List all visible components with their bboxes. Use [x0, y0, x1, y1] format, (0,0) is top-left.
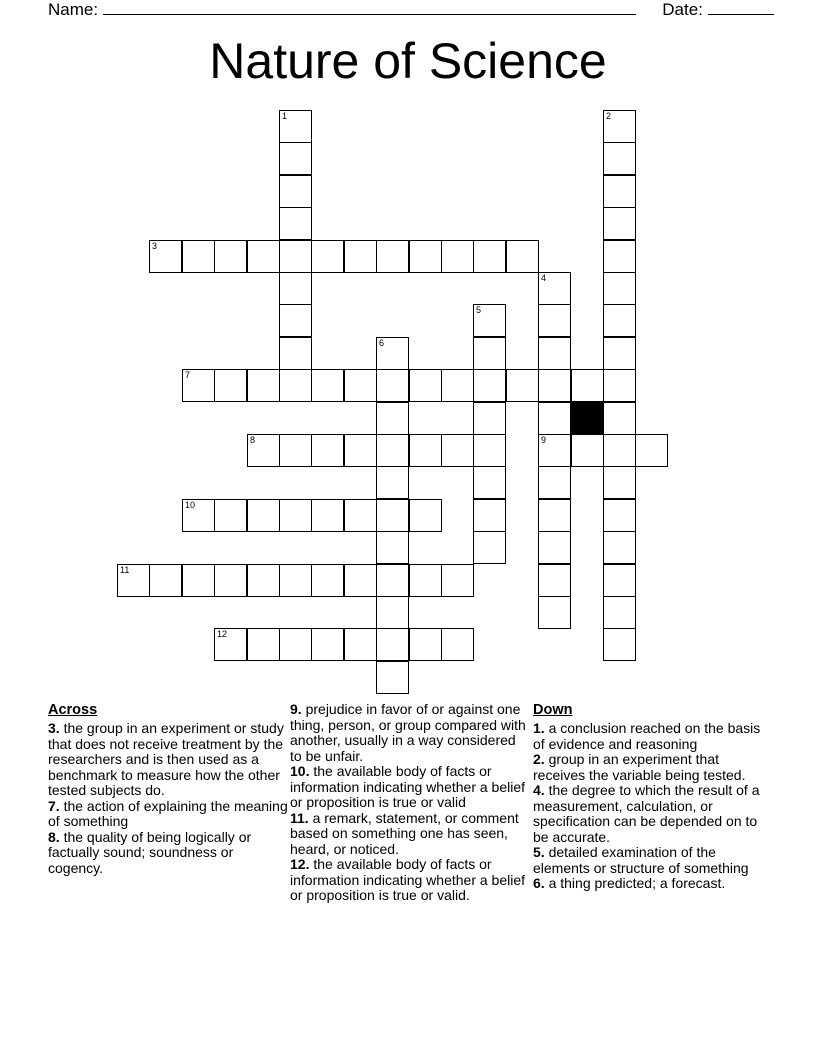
grid-cell[interactable] [409, 240, 442, 273]
grid-cell[interactable] [473, 337, 506, 370]
across-clue: 8. the quality of being logically or factually sound; soundness or cogency. [48, 828, 252, 876]
grid-cell[interactable] [441, 628, 474, 661]
grid-cell[interactable] [247, 564, 280, 597]
grid-cell[interactable] [409, 499, 442, 532]
grid-cell[interactable] [603, 596, 636, 629]
grid-cell[interactable] [182, 564, 215, 597]
grid-cell[interactable] [473, 499, 506, 532]
grid-cell[interactable] [344, 369, 377, 402]
grid-cell[interactable] [603, 304, 636, 337]
grid-cell[interactable] [473, 240, 506, 273]
across-clue: 11. a remark, statement, or comment based on something one has seen, heard, or noticed. [290, 809, 519, 857]
grid-cell[interactable] [603, 369, 636, 402]
grid-cell[interactable] [538, 499, 571, 532]
across-clues-col2 [290, 702, 526, 904]
across-heading: Across [48, 702, 98, 718]
down-clue: 2. group in an experiment that receives the variable being tested. [533, 751, 746, 783]
grid-cell[interactable] [441, 434, 474, 467]
grid-cell[interactable] [214, 240, 247, 273]
grid-cell[interactable] [247, 628, 280, 661]
clue-number: 1 [282, 111, 288, 121]
across-clue: 12. the available body of facts or information indicating whether a belief or proposition is true or valid. [290, 856, 526, 903]
grid-cell[interactable] [376, 596, 409, 629]
grid-cell[interactable] [603, 499, 636, 532]
grid-cell[interactable] [571, 434, 604, 467]
grid-cell[interactable] [473, 531, 506, 564]
across-clue: 7. the action of explaining the meaning of something [48, 797, 288, 829]
clue-number: 8 [250, 435, 256, 445]
grid-cell[interactable] [473, 369, 506, 402]
grid-cell[interactable] [603, 142, 636, 175]
grid-cell[interactable] [376, 466, 409, 499]
grid-cell[interactable] [538, 369, 571, 402]
grid-cell[interactable] [149, 564, 182, 597]
grid-cell[interactable] [279, 337, 312, 370]
grid-cell[interactable] [603, 531, 636, 564]
grid-cell[interactable] [603, 402, 636, 435]
grid-cell[interactable] [376, 661, 409, 694]
grid-cell[interactable] [376, 628, 409, 661]
across-clue: 3. the group in an experiment or study that does not receive treatment by the researchers and is then used as a benchmark to measure how the other tested subjects do. [48, 720, 284, 798]
black-square [571, 402, 604, 435]
grid-cell[interactable] [279, 240, 312, 273]
grid-cell[interactable] [279, 272, 312, 305]
grid-cell[interactable] [571, 369, 604, 402]
grid-cell[interactable] [344, 628, 377, 661]
grid-cell[interactable] [603, 240, 636, 273]
grid-cell[interactable] [279, 434, 312, 467]
clue-number: 5 [476, 305, 482, 315]
grid-cell[interactable] [344, 564, 377, 597]
across-clue: 10. the available body of facts or information indicating whether a belief or proposition is true or valid [290, 763, 526, 810]
grid-cell[interactable] [311, 434, 344, 467]
grid-cell[interactable] [538, 564, 571, 597]
grid-cell[interactable] [376, 434, 409, 467]
grid-cell[interactable] [603, 207, 636, 240]
grid-cell[interactable] [603, 466, 636, 499]
date-label: Date: [662, 0, 703, 19]
grid-cell[interactable] [214, 369, 247, 402]
grid-cell[interactable] [279, 207, 312, 240]
grid-cell[interactable] [409, 434, 442, 467]
grid-cell[interactable] [279, 369, 312, 402]
grid-cell[interactable] [603, 337, 636, 370]
grid-cell[interactable] [473, 466, 506, 499]
name-label: Name: [48, 0, 99, 19]
grid-cell[interactable] [473, 402, 506, 435]
down-clue: 4. the degree to which the result of a measurement, calculation, or specification can be depended on to be accurate. [533, 782, 760, 845]
grid-cell[interactable] [473, 434, 506, 467]
grid-cell[interactable] [311, 240, 344, 273]
grid-cell[interactable] [279, 142, 312, 175]
grid-cell[interactable] [376, 499, 409, 532]
grid-cell[interactable] [635, 434, 668, 467]
clue-number: 3 [152, 241, 158, 251]
grid-cell[interactable] [538, 596, 571, 629]
grid-cell[interactable] [538, 466, 571, 499]
page-title: Nature of Science [209, 33, 607, 89]
grid-cell[interactable] [279, 175, 312, 208]
grid-cell[interactable] [409, 369, 442, 402]
grid-cell[interactable] [311, 369, 344, 402]
grid-cell[interactable] [182, 240, 215, 273]
down-clues [533, 702, 763, 892]
down-clue: 1. a conclusion reached on the basis of evidence and reasoning [533, 720, 761, 752]
grid-cell[interactable] [506, 369, 539, 402]
grid-cell[interactable] [279, 499, 312, 532]
down-clue: 6. a thing predicted; a forecast. [533, 875, 726, 891]
grid-cell[interactable] [376, 402, 409, 435]
grid-cell[interactable] [538, 337, 571, 370]
grid-cell[interactable] [279, 304, 312, 337]
down-heading: Down [533, 702, 573, 718]
grid-cell[interactable] [376, 531, 409, 564]
grid-cell[interactable] [279, 564, 312, 597]
across-clues-col1 [48, 702, 288, 876]
grid-cell[interactable] [603, 175, 636, 208]
grid-cell[interactable] [279, 628, 312, 661]
grid-cell[interactable] [603, 272, 636, 305]
clue-number: 9 [541, 435, 547, 445]
grid-cell[interactable] [344, 434, 377, 467]
clue-number: 10 [185, 500, 196, 510]
grid-cell[interactable] [538, 402, 571, 435]
across-clue: 9. prejudice in favor of or against one thing, person, or group compared with another, usually in a way considered to be unfair. [290, 701, 526, 764]
clue-number: 4 [541, 273, 547, 283]
clue-number: 7 [185, 370, 191, 380]
grid-cell[interactable] [538, 304, 571, 337]
grid-cell[interactable] [311, 564, 344, 597]
grid-cell[interactable] [441, 369, 474, 402]
grid-cell[interactable] [603, 564, 636, 597]
grid-cell[interactable] [376, 564, 409, 597]
clue-number: 11 [120, 565, 130, 575]
grid-cell[interactable] [538, 531, 571, 564]
clue-number: 6 [379, 338, 385, 348]
grid-cell[interactable] [344, 240, 377, 273]
grid-cell[interactable] [311, 499, 344, 532]
grid-cell[interactable] [247, 499, 280, 532]
grid-cell[interactable] [441, 240, 474, 273]
down-clue: 5. detailed examination of the elements or structure of something [533, 844, 749, 876]
grid-cell[interactable] [214, 564, 247, 597]
grid-cell[interactable] [409, 628, 442, 661]
grid-cell[interactable] [247, 369, 280, 402]
grid-cell[interactable] [311, 628, 344, 661]
grid-cell[interactable] [376, 240, 409, 273]
grid-cell[interactable] [603, 628, 636, 661]
grid-cell[interactable] [409, 564, 442, 597]
clue-number: 12 [217, 629, 228, 639]
grid-cell[interactable] [506, 240, 539, 273]
clue-number: 2 [606, 111, 612, 121]
grid-cell[interactable] [603, 434, 636, 467]
grid-cell[interactable] [344, 499, 377, 532]
grid-cell[interactable] [214, 499, 247, 532]
grid-cell[interactable] [376, 369, 409, 402]
grid-cell[interactable] [441, 564, 474, 597]
grid-cell[interactable] [247, 240, 280, 273]
